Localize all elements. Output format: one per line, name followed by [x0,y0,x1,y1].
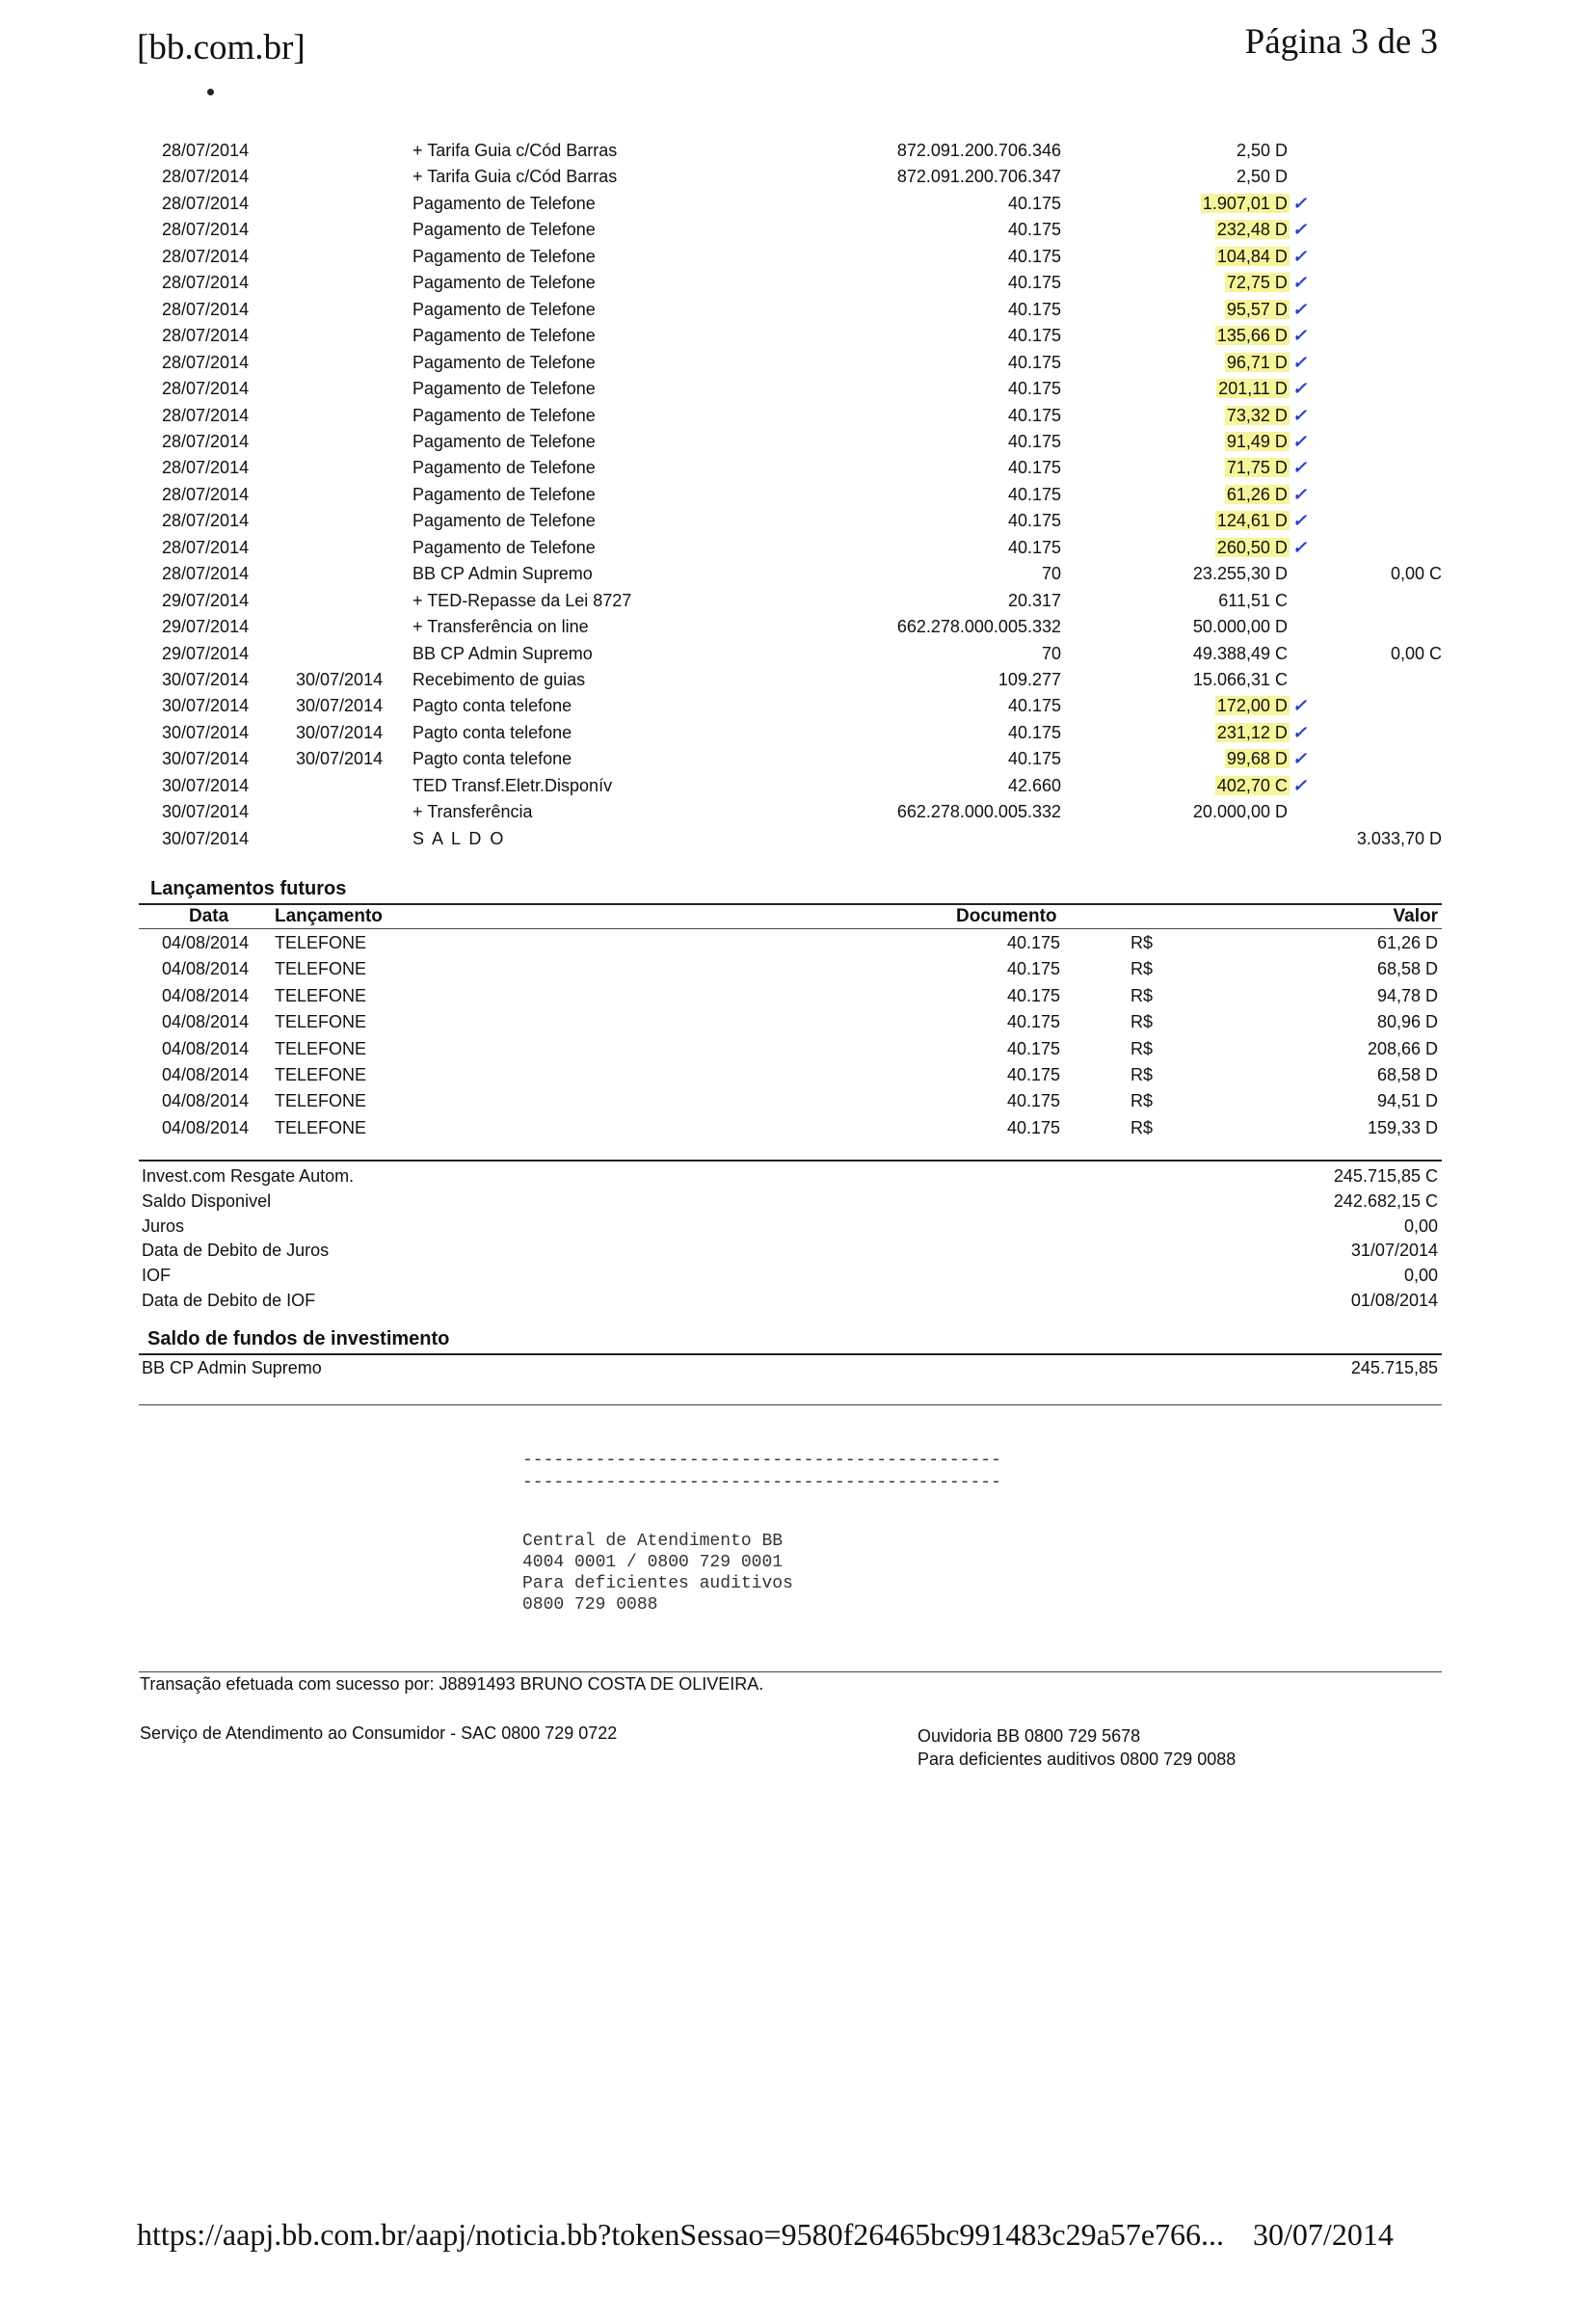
fundos-value: 245.715,85 [1350,1358,1438,1377]
central-line-2: 4004 0001 / 0800 729 0001 [522,1553,784,1572]
transaction-document: 40.175 [1007,431,1061,451]
futuros-value: 94,51 D [1376,1091,1438,1111]
futuros-row [0,956,1596,982]
futuros-date: 04/08/2014 [162,1065,250,1084]
highlight-mark: 260,50 D [1216,537,1288,557]
fundos-name: BB CP Admin Supremo [142,1358,322,1377]
futuros-value: 68,58 D [1376,959,1438,979]
transaction-row [0,667,1596,693]
futuros-row [0,1009,1596,1035]
highlight-mark: 61,26 D [1226,484,1288,504]
transaction-row [0,614,1596,640]
transaction-value [1215,535,1307,561]
transaction-value [1215,773,1307,799]
transaction-value [1225,403,1307,429]
transaction-history: Pagamento de Telefone [412,299,596,319]
transaction-row [0,429,1596,455]
futuros-date: 04/08/2014 [162,1091,250,1111]
transaction-date: 28/07/2014 [162,246,250,266]
summary-rule [139,1160,1442,1162]
highlight-mark: 172,00 D [1216,696,1288,716]
futuros-value: 94,78 D [1376,985,1438,1005]
transaction-date: 28/07/2014 [162,458,250,478]
transaction-history: + Transferência [412,802,533,822]
transaction-date: 28/07/2014 [162,141,250,160]
check-mark-icon: ✓ [1291,352,1307,372]
summary-value: 01/08/2014 [1350,1291,1438,1310]
summary-value: 242.682,15 C [1333,1190,1438,1211]
futuros-lancamento: TELEFONE [275,959,367,979]
highlight-mark: 91,49 D [1226,431,1288,451]
transaction-row [0,191,1596,217]
futuros-currency: R$ [1130,933,1154,952]
futuros-row [0,1062,1596,1088]
summary-row [0,1263,1596,1288]
transaction-date: 28/07/2014 [162,220,250,240]
dash-line-1: ---------------------------------------------- [522,1451,1001,1470]
futuros-header-doc: Documento [956,906,1057,926]
sac-text: Serviço de Atendimento ao Consumidor - SAC 0800 729 0722 [140,1723,618,1743]
transaction-value: 20.000,00 D [1192,802,1288,822]
transaction-history: TED Transf.Eletr.Disponív [412,775,613,795]
transaction-row [0,535,1596,561]
futuros-lancamento: TELEFONE [275,1091,367,1111]
check-mark-icon: ✓ [1291,405,1307,425]
transaction-date-balancete: 30/07/2014 [296,696,384,716]
transaction-date: 28/07/2014 [162,352,250,372]
summary-label: IOF [142,1266,171,1286]
futuros-currency: R$ [1130,1065,1154,1084]
summary-row [0,1214,1596,1239]
transaction-history: Pagamento de Telefone [412,405,596,425]
check-mark-icon: ✓ [1291,537,1307,557]
futuros-document: 40.175 [1006,1012,1060,1032]
check-mark-icon: ✓ [1291,193,1307,213]
summary-value: 0,00 [1403,1215,1438,1236]
check-mark-icon: ✓ [1291,246,1307,266]
transaction-history: + Tarifa Guia c/Cód Barras [412,141,618,160]
transaction-value [1225,746,1307,772]
summary-row [0,1288,1596,1313]
transaction-row [0,403,1596,429]
transaction-row [0,561,1596,587]
futuros-date: 04/08/2014 [162,1038,250,1058]
transaction-document: 872.091.200.706.347 [896,167,1061,187]
transaction-value: 15.066,31 C [1192,670,1288,689]
transaction-document: 40.175 [1007,458,1061,478]
transaction-document: 109.277 [998,670,1061,689]
highlight-mark: 73,32 D [1226,405,1288,425]
transaction-row [0,508,1596,534]
transaction-date: 28/07/2014 [162,484,250,504]
transaction-history: Pagto conta telefone [412,696,572,716]
transaction-document: 70 [1041,643,1061,663]
transaction-date: 28/07/2014 [162,167,250,187]
transaction-document: 42.660 [1007,775,1061,795]
transaction-history: + TED-Repasse da Lei 8727 [412,590,632,610]
transaction-row [0,826,1596,852]
bullet-mark [207,89,214,95]
dash-line-2: ---------------------------------------------- [522,1473,1001,1492]
futuros-lancamento: TELEFONE [275,933,367,952]
futuros-rule [139,903,1442,905]
transaction-history: Pagamento de Telefone [412,379,596,399]
futuros-title: Lançamentos futuros [150,878,347,899]
transaction-history: Pagamento de Telefone [412,352,596,372]
transaction-history: Pagamento de Telefone [412,537,596,557]
transaction-date: 30/07/2014 [162,802,250,822]
transaction-history: Pagto conta telefone [412,722,572,742]
summary-label: Data de Debito de Juros [142,1241,330,1261]
futuros-currency: R$ [1130,1091,1154,1111]
transaction-row [0,588,1596,614]
check-mark-icon: ✓ [1291,511,1307,531]
futuros-value: 68,58 D [1376,1065,1438,1084]
transaction-row [0,693,1596,719]
footer-rule [139,1671,1442,1672]
transaction-date: 30/07/2014 [162,696,250,716]
transaction-value [1215,244,1307,270]
futuros-value: 159,33 D [1367,1117,1438,1137]
footer-date: 30/07/2014 [1253,2217,1394,2252]
transaction-row [0,138,1596,164]
highlight-mark: 201,11 D [1218,379,1288,399]
futuros-value: 208,66 D [1367,1038,1438,1058]
transaction-document: 40.175 [1007,537,1061,557]
futuros-document: 40.175 [1006,1038,1060,1058]
highlight-mark: 1.907,01 D [1202,193,1288,213]
futuros-lancamento: TELEFONE [275,1065,367,1084]
transaction-date: 28/07/2014 [162,511,250,531]
transaction-history: + Transferência on line [412,617,589,637]
transaction-value [1215,720,1307,746]
futuros-row [0,930,1596,956]
transaction-value [1225,429,1307,455]
transaction-row [0,270,1596,296]
highlight-mark: 402,70 C [1216,775,1288,795]
highlight-mark: 96,71 D [1226,352,1288,372]
futuros-document: 40.175 [1006,1117,1060,1137]
transaction-history: Pagamento de Telefone [412,220,596,240]
check-mark-icon: ✓ [1291,220,1307,240]
futuros-currency: R$ [1130,1117,1154,1137]
check-mark-icon: ✓ [1291,431,1307,451]
transaction-row [0,297,1596,323]
futuros-currency: R$ [1130,1038,1154,1058]
transaction-history: Pagamento de Telefone [412,458,596,478]
highlight-mark: 135,66 D [1216,326,1288,346]
summary-value: 245.715,85 C [1333,1166,1438,1186]
transaction-row [0,217,1596,243]
futuros-document: 40.175 [1006,959,1060,979]
transaction-history: Recebimento de guias [412,670,586,689]
summary-value: 31/07/2014 [1350,1241,1438,1261]
summary-label: Data de Debito de IOF [142,1291,316,1310]
page-number: Página 3 de 3 [1244,22,1438,62]
summary-label: Juros [142,1215,185,1236]
futuros-value: 61,26 D [1376,933,1438,952]
futuros-currency: R$ [1130,1012,1154,1032]
transaction-row [0,773,1596,799]
futuros-date: 04/08/2014 [162,1117,250,1137]
transaction-history: Pagamento de Telefone [412,273,596,293]
highlight-mark: 99,68 D [1226,749,1288,769]
transaction-date: 28/07/2014 [162,405,250,425]
transaction-date: 30/07/2014 [162,775,250,795]
transaction-row [0,376,1596,402]
futuros-value: 80,96 D [1376,1012,1438,1032]
futuros-lancamento: TELEFONE [275,1012,367,1032]
transaction-row [0,455,1596,481]
transaction-document: 20.317 [1007,590,1061,610]
transaction-value [1225,270,1307,296]
futuros-document: 40.175 [1006,933,1060,952]
transaction-document: 40.175 [1007,299,1061,319]
fundos-row [0,1355,1596,1380]
transaction-history: S A L D O [412,828,506,848]
transaction-date: 29/07/2014 [162,590,250,610]
transaction-document: 40.175 [1007,511,1061,531]
transaction-balance: 0,00 C [1390,564,1442,584]
check-mark-icon: ✓ [1291,484,1307,504]
transaction-value: 23.255,30 D [1192,564,1288,584]
summary-label: Invest.com Resgate Autom. [142,1166,355,1186]
transaction-history: Pagamento de Telefone [412,193,596,213]
transaction-history: BB CP Admin Supremo [412,643,593,663]
futuros-document: 40.175 [1006,1065,1060,1084]
transaction-row [0,641,1596,667]
transaction-value [1225,297,1307,323]
highlight-mark: 72,75 D [1226,273,1288,293]
check-mark-icon: ✓ [1291,299,1307,319]
ouvidoria-deficientes-text: Para deficientes auditivos 0800 729 0088 [918,1749,1237,1769]
futuros-lancamento: TELEFONE [275,1038,367,1058]
transaction-history: Pagamento de Telefone [412,431,596,451]
transaction-document: 40.175 [1007,696,1061,716]
transaction-date-balancete: 30/07/2014 [296,749,384,769]
transaction-document: 40.175 [1007,220,1061,240]
transaction-date: 30/07/2014 [162,749,250,769]
transaction-date: 28/07/2014 [162,431,250,451]
futuros-row [0,983,1596,1009]
transaction-row [0,164,1596,190]
transaction-row [0,720,1596,746]
footer-url: https://aapj.bb.com.br/aapj/noticia.bb?tokenSessao=9580f26465bc991483c29a57e766... [137,2217,1225,2252]
site-label: [bb.com.br] [137,28,306,67]
central-line-1: Central de Atendimento BB [522,1532,784,1551]
transaction-row [0,746,1596,772]
central-line-4: 0800 729 0088 [522,1595,658,1615]
transaction-value [1215,217,1307,243]
transaction-document: 70 [1041,564,1061,584]
transaction-document: 40.175 [1007,193,1061,213]
transaction-document: 40.175 [1007,749,1061,769]
fundos-bottom-rule [139,1404,1442,1405]
highlight-mark: 95,57 D [1226,299,1288,319]
transaction-history: Pagamento de Telefone [412,511,596,531]
transaction-history: Pagamento de Telefone [412,246,596,266]
transaction-balance: 0,00 C [1390,643,1442,663]
central-line-3: Para deficientes auditivos [522,1574,793,1593]
futuros-lancamento: TELEFONE [275,1117,367,1137]
transaction-history: BB CP Admin Supremo [412,564,593,584]
futuros-currency: R$ [1130,959,1154,979]
transaction-document: 40.175 [1007,722,1061,742]
transaction-row [0,799,1596,825]
transaction-history: + Tarifa Guia c/Cód Barras [412,167,618,187]
futuros-row [0,1036,1596,1062]
transaction-history: Pagto conta telefone [412,749,572,769]
transaction-document: 662.278.000.005.332 [896,802,1061,822]
futuros-header-rule [139,928,1442,929]
transaction-document: 662.278.000.005.332 [896,617,1061,637]
highlight-mark: 124,61 D [1216,511,1288,531]
futuros-date: 04/08/2014 [162,959,250,979]
summary-label: Saldo Disponivel [142,1190,272,1211]
futuros-currency: R$ [1130,985,1154,1005]
futuros-header [0,906,1596,929]
check-mark-icon: ✓ [1291,273,1307,293]
transaction-date: 28/07/2014 [162,273,250,293]
futuros-date: 04/08/2014 [162,1012,250,1032]
transaction-balance: 3.033,70 D [1356,828,1442,848]
transaction-date: 28/07/2014 [162,564,250,584]
transaction-history: Pagamento de Telefone [412,326,596,346]
transaction-document: 40.175 [1007,405,1061,425]
futuros-row [0,1115,1596,1141]
summary-value: 0,00 [1403,1266,1438,1286]
transaction-value [1225,482,1307,508]
transaction-date: 28/07/2014 [162,326,250,346]
transaction-date: 28/07/2014 [162,193,250,213]
highlight-mark: 232,48 D [1216,220,1288,240]
check-mark-icon: ✓ [1291,379,1307,399]
transaction-date: 30/07/2014 [162,722,250,742]
transaction-row [0,482,1596,508]
futuros-date: 04/08/2014 [162,933,250,952]
ouvidoria-text: Ouvidoria BB 0800 729 5678 [918,1726,1141,1746]
futuros-document: 40.175 [1006,1091,1060,1111]
transaction-document: 40.175 [1007,326,1061,346]
check-mark-icon: ✓ [1291,775,1307,795]
transaction-value [1225,455,1307,481]
transaction-history: Pagamento de Telefone [412,484,596,504]
futuros-lancamento: TELEFONE [275,985,367,1005]
highlight-mark: 71,75 D [1226,458,1288,478]
transaction-document: 40.175 [1007,246,1061,266]
check-mark-icon: ✓ [1291,458,1307,478]
futuros-header-lanc: Lançamento [275,906,383,926]
transaction-date: 28/07/2014 [162,379,250,399]
transaction-value: 2,50 D [1236,167,1288,187]
transaction-date-balancete: 30/07/2014 [296,670,384,689]
transaction-date: 30/07/2014 [162,670,250,689]
transaction-row [0,323,1596,349]
transaction-value [1215,323,1307,349]
check-mark-icon: ✓ [1291,696,1307,716]
summary-row [0,1163,1596,1189]
futuros-header-val: Valor [1393,906,1438,926]
check-mark-icon: ✓ [1291,326,1307,346]
summary-row [0,1189,1596,1214]
transaction-document: 40.175 [1007,273,1061,293]
check-mark-icon: ✓ [1291,722,1307,742]
transaction-value: 50.000,00 D [1192,617,1288,637]
transaction-row [0,244,1596,270]
transacao-text: Transação efetuada com sucesso por: J8891493 BRUNO COSTA DE OLIVEIRA. [140,1674,764,1694]
highlight-mark: 231,12 D [1216,722,1288,742]
transaction-value [1216,376,1307,402]
futuros-document: 40.175 [1006,985,1060,1005]
footer-url-line [137,2217,1394,2253]
futuros-header-date: Data [189,906,229,926]
transaction-date: 30/07/2014 [162,828,250,848]
transaction-value [1215,508,1307,534]
fundos-title: Saldo de fundos de investimento [147,1328,450,1349]
transaction-value [1215,693,1307,719]
transaction-value [1225,350,1307,376]
check-mark-icon: ✓ [1291,749,1307,769]
transaction-value: 49.388,49 C [1192,643,1288,663]
transaction-date: 29/07/2014 [162,617,250,637]
transaction-value: 2,50 D [1236,141,1288,160]
transaction-date: 28/07/2014 [162,299,250,319]
highlight-mark: 104,84 D [1216,246,1288,266]
summary-row [0,1238,1596,1263]
transaction-value [1201,191,1307,217]
futuros-row [0,1088,1596,1114]
transaction-date: 28/07/2014 [162,537,250,557]
transaction-row [0,350,1596,376]
transaction-document: 40.175 [1007,379,1061,399]
futuros-date: 04/08/2014 [162,985,250,1005]
transaction-document: 40.175 [1007,352,1061,372]
transaction-document: 872.091.200.706.346 [896,141,1061,160]
transaction-value: 611,51 C [1218,590,1288,610]
transaction-date-balancete: 30/07/2014 [296,722,384,742]
transaction-document: 40.175 [1007,484,1061,504]
transaction-date: 29/07/2014 [162,643,250,663]
